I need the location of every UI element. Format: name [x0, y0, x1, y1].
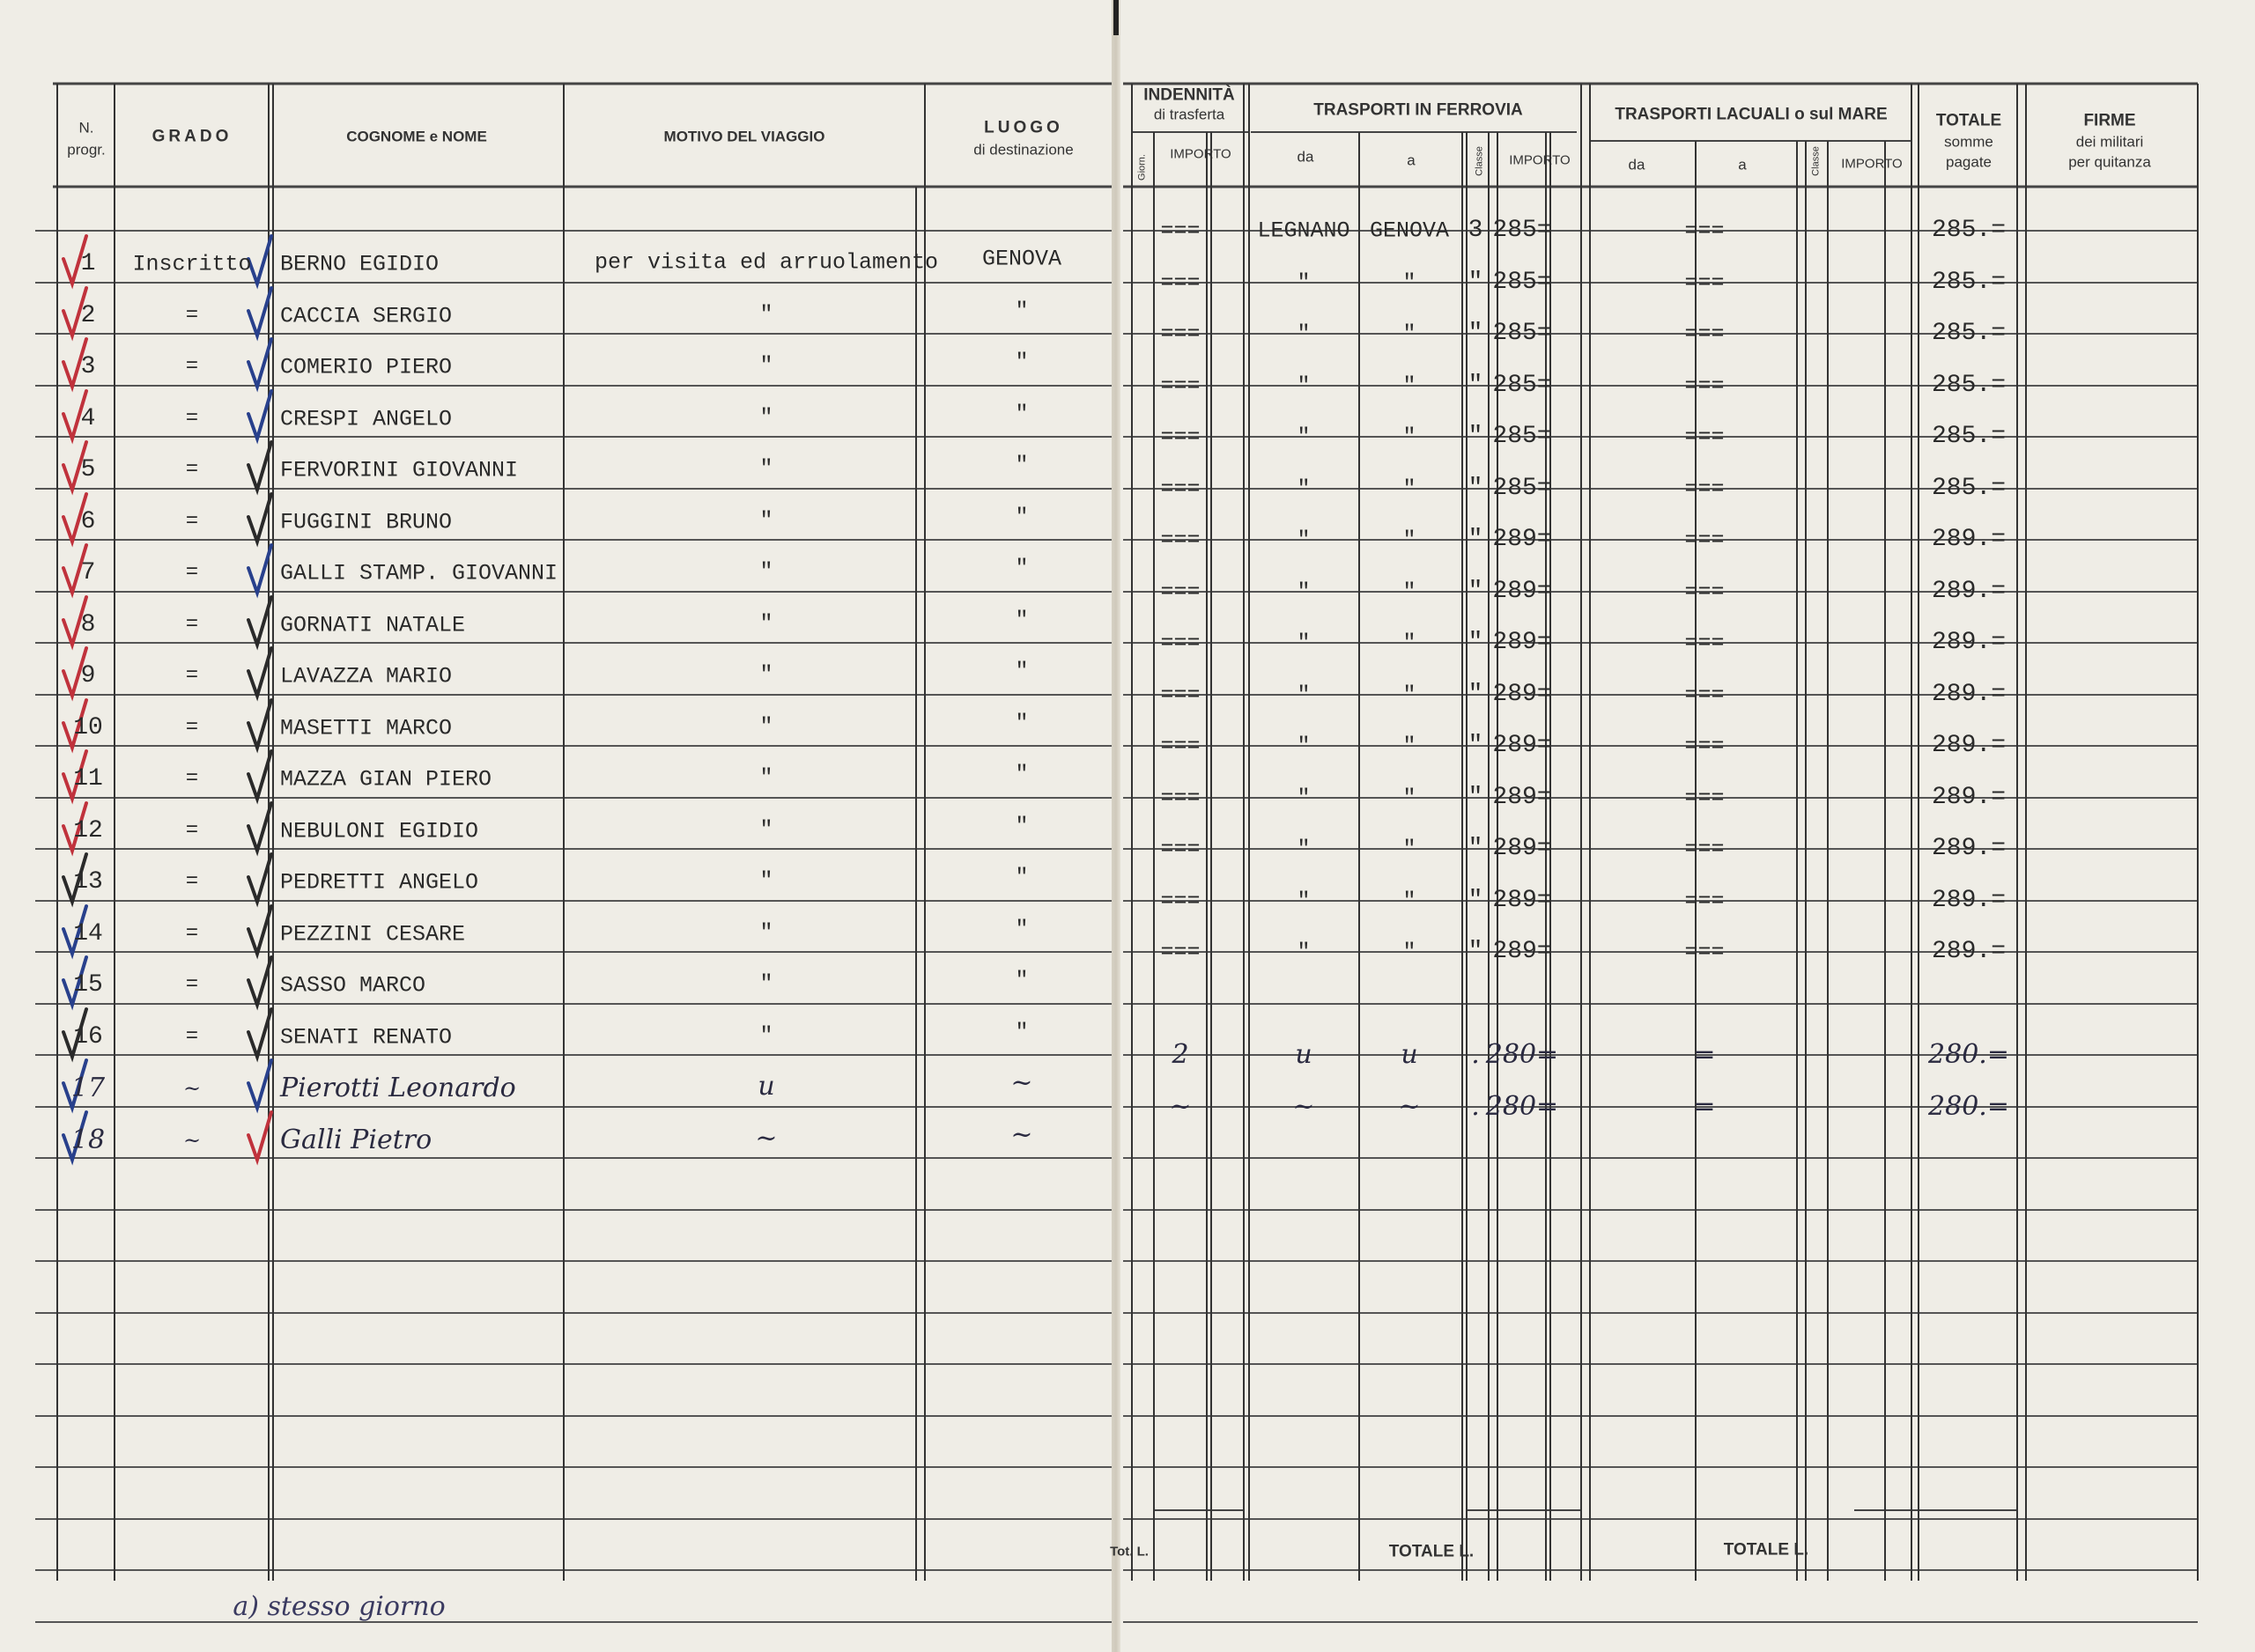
row-motivo: ": [759, 507, 773, 534]
header-nome: COGNOME e NOME: [346, 128, 487, 145]
row-grado: =: [185, 973, 199, 997]
header-totale: TOTALE: [1935, 111, 2002, 130]
row-grado: =: [185, 922, 199, 946]
row-indennita: ===: [1160, 682, 1201, 708]
row-motivo: ": [759, 404, 773, 431]
row-totale: 289.=: [1931, 681, 2007, 708]
row-indennita: ===: [1160, 630, 1201, 656]
row-importo: 289=: [1492, 629, 1552, 656]
row-totale: 280.=: [1928, 1039, 2009, 1070]
row-motivo: ": [759, 661, 773, 688]
row-luogo: ": [1015, 401, 1029, 427]
row-indennita: ===: [1160, 527, 1201, 553]
row-nome: FERVORINI GIOVANNI: [280, 457, 519, 483]
row-number: 6: [80, 508, 96, 535]
row-a: ": [1402, 630, 1416, 656]
row-totale: 285.=: [1931, 475, 2007, 502]
row-nome: GORNATI NATALE: [280, 612, 466, 638]
row-importo: 289=: [1492, 681, 1552, 708]
row-motivo: per visita ed arruolamento: [594, 249, 939, 276]
header-importo-ind: IMPORTO: [1170, 146, 1231, 162]
row-importo: 289=: [1492, 578, 1552, 605]
row-motivo: ": [759, 867, 773, 894]
row-indennita: ===: [1160, 476, 1201, 502]
row-classe: ": [1468, 372, 1483, 399]
row-number: 15: [73, 971, 103, 999]
row-a: ": [1402, 888, 1416, 914]
row-importo: 285=: [1492, 320, 1552, 347]
row-luogo: ~: [1010, 1067, 1033, 1098]
row-importo: 289=: [1492, 526, 1552, 553]
row-nome: GALLI STAMP. GIOVANNI: [280, 560, 558, 586]
row-classe: ": [1468, 629, 1483, 656]
header-da-lac: da: [1628, 156, 1645, 173]
row-grado: ~: [182, 1076, 202, 1101]
row-motivo: ": [759, 610, 773, 637]
row-a: ~: [1398, 1091, 1421, 1122]
row-motivo: ": [759, 764, 773, 791]
row-da: u: [1295, 1039, 1312, 1070]
row-classe: ": [1468, 475, 1483, 502]
row-da: ": [1297, 476, 1311, 502]
row-da: ": [1297, 682, 1311, 708]
row-motivo: ": [759, 455, 773, 482]
row-grado: ~: [182, 1128, 202, 1153]
row-luogo: ": [1015, 607, 1029, 633]
row-importo: 289=: [1492, 887, 1552, 914]
row-luogo: ~: [1010, 1119, 1033, 1150]
row-indennita: ===: [1160, 218, 1201, 244]
header-giorni: Giorn.: [1136, 154, 1148, 181]
row-lacuali: =: [1693, 1039, 1716, 1070]
row-number: 2: [80, 302, 96, 329]
row-number: 10: [73, 714, 103, 741]
row-grado: =: [185, 1025, 199, 1049]
row-grado: =: [185, 304, 199, 328]
row-totale: 285.=: [1931, 320, 2007, 347]
row-luogo: ": [1015, 813, 1029, 839]
row-importo: 285=: [1492, 475, 1552, 502]
header-grado: GRADO: [152, 127, 233, 146]
row-classe: ": [1468, 320, 1483, 347]
row-classe: ": [1468, 526, 1483, 553]
row-da: ": [1297, 269, 1311, 296]
row-luogo: ": [1015, 761, 1029, 787]
row-indennita: ===: [1160, 269, 1201, 296]
row-totale: 280.=: [1928, 1091, 2009, 1122]
header-motivo: MOTIVO DEL VIAGGIO: [663, 128, 825, 145]
row-a: ": [1402, 476, 1416, 502]
row-da: ": [1297, 424, 1311, 450]
row-classe: .: [1471, 1039, 1480, 1070]
row-motivo: ": [759, 970, 773, 997]
row-lacuali: ===: [1684, 682, 1725, 708]
row-da: ": [1297, 888, 1311, 914]
row-number: 17: [70, 1073, 106, 1103]
row-da: ": [1297, 372, 1311, 399]
row-indennita: ===: [1160, 424, 1201, 450]
row-classe: .: [1471, 1091, 1480, 1122]
row-grado: =: [185, 716, 199, 740]
row-motivo: ": [759, 558, 773, 585]
row-a: ": [1402, 733, 1416, 759]
row-da: ": [1297, 733, 1311, 759]
row-a: ": [1402, 579, 1416, 605]
row-grado: =: [185, 561, 199, 585]
row-totale: 289.=: [1931, 887, 2007, 914]
row-number: 11: [73, 765, 103, 793]
header-classe-lac: Classe: [1810, 146, 1822, 176]
header-lacuali: TRASPORTI LACUALI o sul MARE: [1615, 105, 1888, 124]
row-importo: 280=: [1485, 1039, 1559, 1070]
row-a: ": [1402, 785, 1416, 811]
row-importo: 289=: [1492, 784, 1552, 811]
row-number: 12: [73, 817, 103, 844]
row-a: ": [1402, 321, 1416, 347]
header-indennita-sub: di trasferta: [1153, 106, 1225, 123]
header-num: N.: [78, 119, 94, 136]
row-motivo: u: [758, 1071, 775, 1102]
row-lacuali: ===: [1684, 476, 1725, 502]
row-lacuali: ===: [1684, 939, 1725, 965]
row-classe: ": [1468, 732, 1483, 759]
row-importo: 280=: [1485, 1091, 1559, 1122]
row-indennita: ===: [1160, 733, 1201, 759]
row-da: ": [1297, 527, 1311, 553]
row-importo: 285=: [1492, 269, 1552, 296]
header-firme-militari: dei militari: [2075, 133, 2144, 151]
row-luogo: ": [1015, 504, 1029, 530]
row-grado: =: [185, 767, 199, 791]
row-luogo: ": [1015, 864, 1029, 890]
row-luogo: ": [1015, 555, 1029, 581]
header-luogo: LUOGO: [984, 118, 1063, 137]
row-classe: ": [1468, 784, 1483, 811]
row-a: ": [1402, 424, 1416, 450]
row-indennita: ===: [1160, 836, 1201, 862]
footer-note: a) stesso giorno: [233, 1591, 446, 1622]
row-nome: Pierotti Leonardo: [280, 1073, 516, 1103]
row-a: ": [1402, 939, 1416, 965]
header-a-ferr: a: [1407, 151, 1416, 169]
row-totale: 289.=: [1931, 578, 2007, 605]
row-nome: FUGGINI BRUNO: [280, 509, 453, 535]
row-da: ~: [1292, 1091, 1315, 1122]
footer-totale-ferrovia: TOTALE L.: [1388, 1542, 1475, 1561]
row-lacuali: ===: [1684, 733, 1725, 759]
header-firme: FIRME: [2083, 111, 2136, 130]
row-number: 7: [80, 559, 96, 586]
row-luogo: ": [1015, 967, 1029, 993]
footer-totale-lacuali: TOTALE L.: [1723, 1540, 1809, 1560]
row-number: 4: [80, 405, 96, 432]
row-a: ": [1402, 372, 1416, 399]
row-motivo: ": [759, 301, 773, 328]
row-lacuali: ===: [1684, 372, 1725, 399]
row-classe: ": [1468, 578, 1483, 605]
row-classe: ": [1468, 887, 1483, 914]
row-luogo: ": [1015, 452, 1029, 478]
row-da: ": [1297, 630, 1311, 656]
row-importo: 285=: [1492, 217, 1552, 244]
row-totale: 289.=: [1931, 732, 2007, 759]
row-nome: LAVAZZA MARIO: [280, 663, 453, 690]
row-importo: 289=: [1492, 835, 1552, 862]
row-indennita: ===: [1160, 785, 1201, 811]
header-luogo-dest: di destinazione: [973, 141, 1074, 159]
row-lacuali: =: [1693, 1091, 1716, 1122]
footer-tot-l: Tot. L.: [1110, 1544, 1149, 1560]
row-nome: PEZZINI CESARE: [280, 921, 466, 948]
row-importo: 289=: [1492, 732, 1552, 759]
row-da: ": [1297, 785, 1311, 811]
row-lacuali: ===: [1684, 527, 1725, 553]
row-number: 13: [73, 868, 103, 896]
row-lacuali: ===: [1684, 579, 1725, 605]
header-importo-ferr: IMPORTO: [1509, 152, 1571, 168]
row-number: 3: [80, 353, 96, 380]
row-da: ": [1297, 939, 1311, 965]
header-totale-somme: somme: [1944, 133, 1993, 151]
row-nome: NEBULONI EGIDIO: [280, 818, 479, 844]
row-totale: 285.=: [1931, 423, 2007, 450]
row-da: ": [1297, 321, 1311, 347]
row-motivo: ~: [755, 1123, 778, 1154]
row-indennita: ===: [1160, 321, 1201, 347]
row-grado: =: [185, 664, 199, 688]
row-classe: ": [1468, 938, 1483, 965]
row-importo: 285=: [1492, 372, 1552, 399]
row-number: 8: [80, 611, 96, 638]
row-indennita: ~: [1169, 1091, 1192, 1122]
row-nome: MASETTI MARCO: [280, 715, 453, 741]
header-indennita: INDENNITÀ: [1143, 85, 1235, 105]
row-luogo: ": [1015, 1019, 1029, 1045]
row-number: 18: [70, 1125, 106, 1155]
row-lacuali: ===: [1684, 321, 1725, 347]
row-nome: SENATI RENATO: [280, 1024, 453, 1051]
row-luogo: ": [1015, 916, 1029, 942]
row-lacuali: ===: [1684, 888, 1725, 914]
row-a: ": [1402, 836, 1416, 862]
row-a: u: [1401, 1039, 1418, 1070]
row-indennita: 2: [1172, 1039, 1189, 1070]
row-lacuali: ===: [1684, 424, 1725, 450]
row-grado: =: [185, 458, 199, 482]
row-luogo: GENOVA: [981, 246, 1062, 272]
row-nome: PEDRETTI ANGELO: [280, 869, 479, 896]
row-motivo: ": [759, 919, 773, 946]
row-totale: 289.=: [1931, 526, 2007, 553]
header-firme-quitanza: per quitanza: [2068, 153, 2151, 171]
header-num-progr: progr.: [67, 141, 106, 159]
header-classe-ferr: Classe: [1474, 146, 1485, 176]
row-number: 5: [80, 456, 96, 483]
row-number: 9: [80, 662, 96, 690]
row-classe: ": [1468, 681, 1483, 708]
row-indennita: ===: [1160, 579, 1201, 605]
row-da: ": [1297, 836, 1311, 862]
row-grado: =: [185, 870, 199, 894]
row-importo: 289=: [1492, 938, 1552, 965]
row-classe: 3: [1468, 217, 1483, 244]
row-grado: =: [185, 355, 199, 379]
row-lacuali: ===: [1684, 269, 1725, 296]
row-motivo: ": [759, 713, 773, 740]
row-nome: COMERIO PIERO: [280, 354, 453, 380]
row-classe: ": [1468, 423, 1483, 450]
row-totale: 289.=: [1931, 784, 2007, 811]
row-da: LEGNANO: [1257, 218, 1350, 244]
row-grado: =: [185, 613, 199, 637]
row-nome: SASSO MARCO: [280, 972, 426, 999]
row-luogo: ": [1015, 349, 1029, 375]
row-a: GENOVA: [1369, 218, 1450, 244]
row-totale: 289.=: [1931, 629, 2007, 656]
row-grado: =: [185, 407, 199, 431]
row-lacuali: ===: [1684, 836, 1725, 862]
row-motivo: ": [759, 1022, 773, 1049]
row-indennita: ===: [1160, 372, 1201, 399]
row-nome: CRESPI ANGELO: [280, 406, 453, 432]
row-classe: ": [1468, 269, 1483, 296]
row-indennita: ===: [1160, 939, 1201, 965]
row-motivo: ": [759, 816, 773, 843]
header-a-lac: a: [1738, 156, 1747, 173]
row-totale: 285.=: [1931, 372, 2007, 399]
row-classe: ": [1468, 835, 1483, 862]
row-grado: =: [185, 819, 199, 843]
header-totale-pagate: pagate: [1946, 153, 1992, 171]
row-number: 16: [73, 1023, 103, 1051]
row-nome: CACCIA SERGIO: [280, 303, 453, 329]
row-luogo: ": [1015, 710, 1029, 736]
row-luogo: ": [1015, 658, 1029, 684]
row-nome: Galli Pietro: [280, 1125, 433, 1155]
row-a: ": [1402, 682, 1416, 708]
row-totale: 289.=: [1931, 938, 2007, 965]
row-totale: 285.=: [1931, 217, 2007, 244]
row-lacuali: ===: [1684, 218, 1725, 244]
row-importo: 285=: [1492, 423, 1552, 450]
row-lacuali: ===: [1684, 785, 1725, 811]
row-motivo: ": [759, 352, 773, 379]
row-totale: 289.=: [1931, 835, 2007, 862]
header-da-ferr: da: [1297, 148, 1314, 166]
row-grado: Inscritto: [132, 251, 252, 277]
header-ferrovia: TRASPORTI IN FERROVIA: [1313, 100, 1523, 120]
row-a: ": [1402, 269, 1416, 296]
header-importo-lac: IMPORTO: [1841, 156, 1903, 172]
row-nome: MAZZA GIAN PIERO: [280, 766, 492, 793]
row-indennita: ===: [1160, 888, 1201, 914]
row-nome: BERNO EGIDIO: [280, 251, 440, 277]
row-number: 14: [73, 920, 103, 948]
row-lacuali: ===: [1684, 630, 1725, 656]
row-a: ": [1402, 527, 1416, 553]
row-grado: =: [185, 510, 199, 534]
row-luogo: ": [1015, 298, 1029, 324]
row-da: ": [1297, 579, 1311, 605]
row-number: 1: [80, 250, 96, 277]
row-totale: 285.=: [1931, 269, 2007, 296]
